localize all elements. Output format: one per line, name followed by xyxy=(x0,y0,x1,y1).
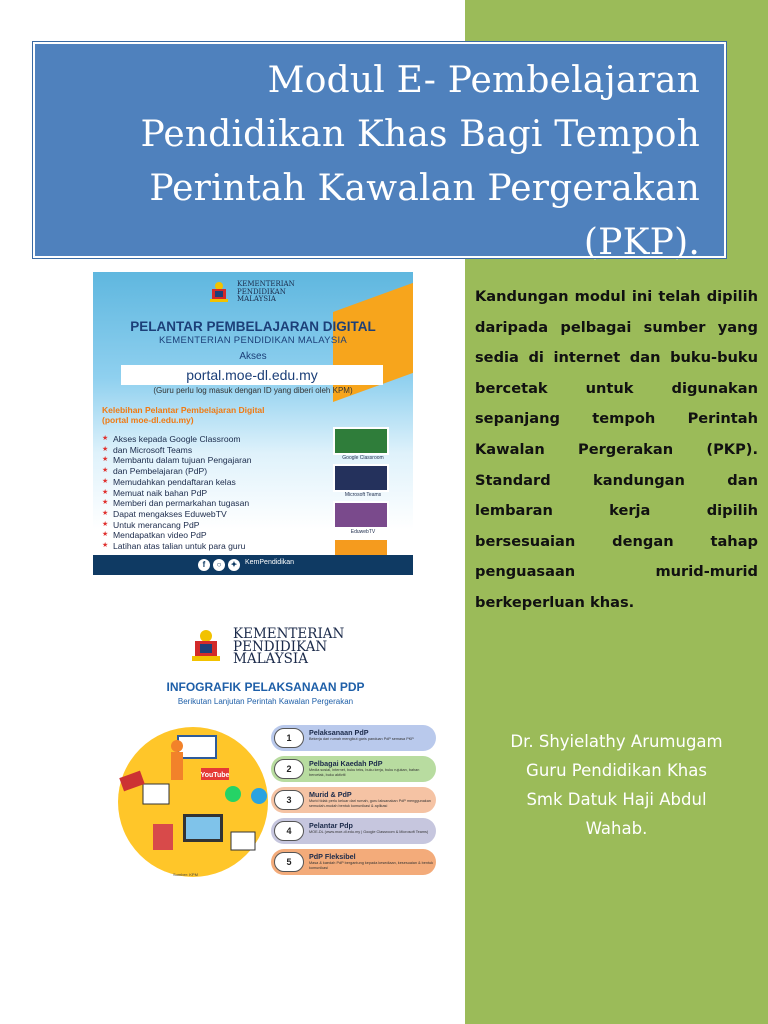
step-number: 4 xyxy=(274,821,304,841)
google-classroom-thumbnail xyxy=(333,427,389,455)
step-title: Pelantar Pdp xyxy=(309,821,353,830)
list-item: ★ Memudahkan pendaftaran kelas xyxy=(102,477,327,488)
ministry-name: KEMENTERIAN PENDIDIKAN MALAYSIA xyxy=(233,626,345,667)
step-description: Bekerja dari rumah mengikut garis panduan PdP semasa PKP xyxy=(309,737,414,741)
step-number: 5 xyxy=(274,852,304,872)
list-item: ★ Mendapatkan video PdP xyxy=(102,530,327,541)
list-item: ★ Memberi dan permarkahan tugasan xyxy=(102,498,327,509)
advantages-title: Kelebihan Pelantar Pembelajaran Digital xyxy=(102,405,265,415)
infographic-subheading: Berikutan Lanjutan Perintah Kawalan Pergerakan xyxy=(177,697,354,706)
list-item: ★ Dapat mengakses EduwebTV xyxy=(102,509,327,520)
author-school: Smk Datuk Haji Abdul xyxy=(526,790,707,809)
list-item: ★ Memuat naik bahan PdP xyxy=(102,488,327,499)
author-school: Wahab. xyxy=(585,819,648,838)
list-item: ★ dan Microsoft Teams xyxy=(102,445,327,456)
malaysia-crest-icon xyxy=(205,280,233,304)
step-number: 1 xyxy=(274,728,304,748)
ministry-name: KEMENTERIAN PENDIDIKAN MALAYSIA xyxy=(237,280,295,303)
list-item: ★ Membantu dalam tujuan Pengajaran xyxy=(102,455,327,466)
pdp-infographic-poster xyxy=(93,612,438,904)
advantages-portal: (portal moe-dl.edu.my) xyxy=(102,415,194,425)
step-item xyxy=(271,756,436,782)
step-title: Pelaksanaan PdP xyxy=(309,728,369,737)
advantages-list xyxy=(102,434,327,552)
social-icons xyxy=(198,559,240,571)
title-line: (PKP). xyxy=(583,222,700,263)
poster-subheading: KEMENTERIAN PENDIDIKAN MALAYSIA xyxy=(158,335,348,346)
title-line: Perintah Kawalan Pergerakan xyxy=(149,168,700,209)
step-description: Masa & kaedah PdP bergantung kepada kesediaan, kesesuaian & bentuk komunikasi xyxy=(309,861,434,870)
module-description: Kandungan modul ini telah dipilih daripada pelbagai sumber yang sedia di internet dan buku-buku bercetak untuk digunakan sepanjang tempoh Perintah Kawalan Pergerakan (PKP). Standard kandungan dan lembaran kerja dipilih bersesuaian dengan tahap penguasaan murid-murid berkeperluan khas. xyxy=(475,288,758,611)
author-name: Dr. Shyielathy Arumugam xyxy=(510,732,723,751)
steps-list xyxy=(271,725,436,880)
facebook-icon: f xyxy=(198,559,210,571)
eduwebtv-thumbnail xyxy=(333,501,389,529)
list-item: ★ Untuk merancang PdP xyxy=(102,520,327,531)
poster-heading: PELANTAR PEMBELAJARAN DIGITAL xyxy=(130,319,376,334)
title-line: Modul E- Pembelajaran xyxy=(267,60,700,101)
step-item xyxy=(271,725,436,751)
author-block xyxy=(470,727,763,843)
list-item: ★ dan Pembelajaran (PdP) xyxy=(102,466,327,477)
instagram-icon: ○ xyxy=(213,559,225,571)
step-item xyxy=(271,849,436,875)
portal-url: portal.moe-dl.edu.my xyxy=(121,365,383,385)
step-description: Media sosial, internet, buku teks, buku kerja, buku rujukan, bahan bercetak, buku aktiviti xyxy=(309,768,420,777)
malaysia-crest-icon xyxy=(186,628,226,664)
digital-learning-platform-poster xyxy=(93,272,413,575)
document-title xyxy=(59,54,700,270)
step-description: MOE-DL (www.moe-dl.edu.my | Google Classroom & Microsoft Teams) xyxy=(309,830,429,834)
step-description: Murid tidak perlu keluar dari rumah, guru laksanakan PdP menggunakan semudah-mudah bentuk komunikasi & aplikasi xyxy=(309,799,431,808)
twitter-icon: ✦ xyxy=(228,559,240,571)
step-title: Pelbagai Kaedah PdP xyxy=(309,759,383,768)
poster-footer xyxy=(93,555,413,575)
youtube-label: YouTube xyxy=(200,772,230,779)
login-note: (Guru perlu log masuk dengan ID yang diberi oleh KPM) xyxy=(153,386,353,395)
social-handle: KemPendidikan xyxy=(245,559,295,566)
step-item xyxy=(271,787,436,813)
step-number: 2 xyxy=(274,759,304,779)
author-role: Guru Pendidikan Khas xyxy=(526,761,707,780)
step-number: 3 xyxy=(274,790,304,810)
akses-label: Akses xyxy=(239,351,267,362)
platform-thumbnails: Google Classroom Microsoft Teams EduwebTV xyxy=(333,427,393,575)
title-line: Pendidikan Khas Bagi Tempoh xyxy=(140,114,700,155)
source-note: Sumber: KPM xyxy=(173,872,198,877)
step-title: Murid & PdP xyxy=(309,790,352,799)
step-item xyxy=(271,818,436,844)
step-title: PdP Fleksibel xyxy=(309,852,356,861)
microsoft-teams-thumbnail xyxy=(333,464,389,492)
teacher-devices-illustration xyxy=(113,724,273,884)
infographic-heading: INFOGRAFIK PELAKSANAAN PDP xyxy=(166,680,365,694)
list-item: ★ Latihan atas talian untuk para guru xyxy=(102,541,327,552)
title-box xyxy=(33,42,726,263)
list-item: ★ Akses kepada Google Classroom xyxy=(102,434,327,445)
